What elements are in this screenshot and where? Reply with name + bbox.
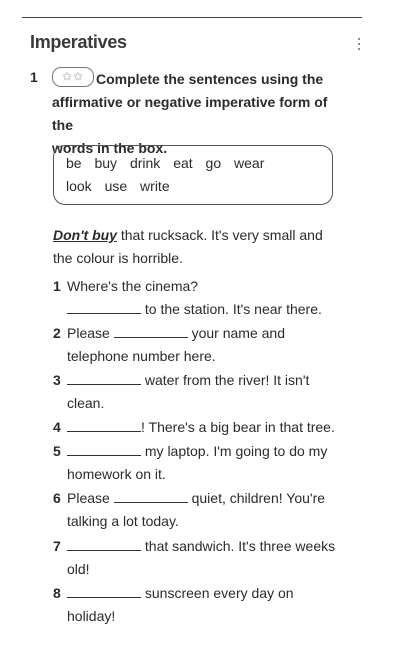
- difficulty-stars: ★★: [52, 67, 94, 87]
- answer-blank[interactable]: [67, 301, 141, 314]
- item-8-line-2: holiday!: [67, 608, 116, 624]
- answer-blank[interactable]: [67, 372, 141, 385]
- item-5-line-2: homework on it.: [67, 466, 166, 482]
- item-4: 4 ! There's a big bear in that tree.: [53, 419, 335, 435]
- example-line-2: the colour is horrible.: [53, 250, 183, 266]
- item-8: 8 sunscreen every day on: [53, 585, 294, 601]
- exercise-instruction: Complete the sentences using the affirmative or negative imperative form of the words in the box.: [52, 71, 328, 156]
- word: wear: [234, 155, 265, 171]
- answer-blank[interactable]: [114, 325, 188, 338]
- word: buy: [94, 155, 118, 171]
- answer-blank[interactable]: [67, 538, 141, 551]
- item-1-line-2: to the station. It's near there.: [67, 300, 322, 318]
- word: write: [140, 178, 170, 194]
- item-2-line-2: telephone number here.: [67, 348, 216, 364]
- item-6: 6 Please quiet, children! You're: [53, 490, 326, 506]
- answer-blank[interactable]: [67, 419, 141, 432]
- example-line: Don't buy that rucksack. It's very small and: [53, 227, 323, 243]
- word: go: [205, 155, 222, 171]
- answer-blank[interactable]: [114, 490, 188, 503]
- item-7: 7 that sandwich. It's three weeks: [53, 538, 336, 554]
- answer-blank[interactable]: [67, 585, 141, 598]
- example-answer: Don't buy: [53, 227, 117, 243]
- item-2: 2 Please your name and: [53, 325, 285, 341]
- item-5: 5 my laptop. I'm going to do my: [53, 443, 328, 459]
- more-options-icon[interactable]: [357, 38, 361, 53]
- item-3: 3 water from the river! It isn't: [53, 372, 310, 388]
- answer-blank[interactable]: [67, 443, 141, 456]
- top-rule: [22, 17, 362, 18]
- word-row-2: [66, 178, 179, 194]
- section-title: Imperatives: [30, 32, 127, 52]
- word-row-1: [66, 155, 273, 171]
- word: be: [66, 155, 82, 171]
- item-6-line-2: talking a lot today.: [67, 513, 179, 529]
- item-1: 1 Where's the cinema?: [53, 278, 199, 294]
- item-3-line-2: clean.: [67, 395, 105, 411]
- exercise-number: 1: [30, 69, 38, 85]
- word: use: [104, 178, 128, 194]
- word: look: [66, 178, 92, 194]
- word: drink: [129, 155, 161, 171]
- word: eat: [173, 155, 193, 171]
- item-7-line-2: old!: [67, 561, 90, 577]
- word-box: [53, 145, 333, 205]
